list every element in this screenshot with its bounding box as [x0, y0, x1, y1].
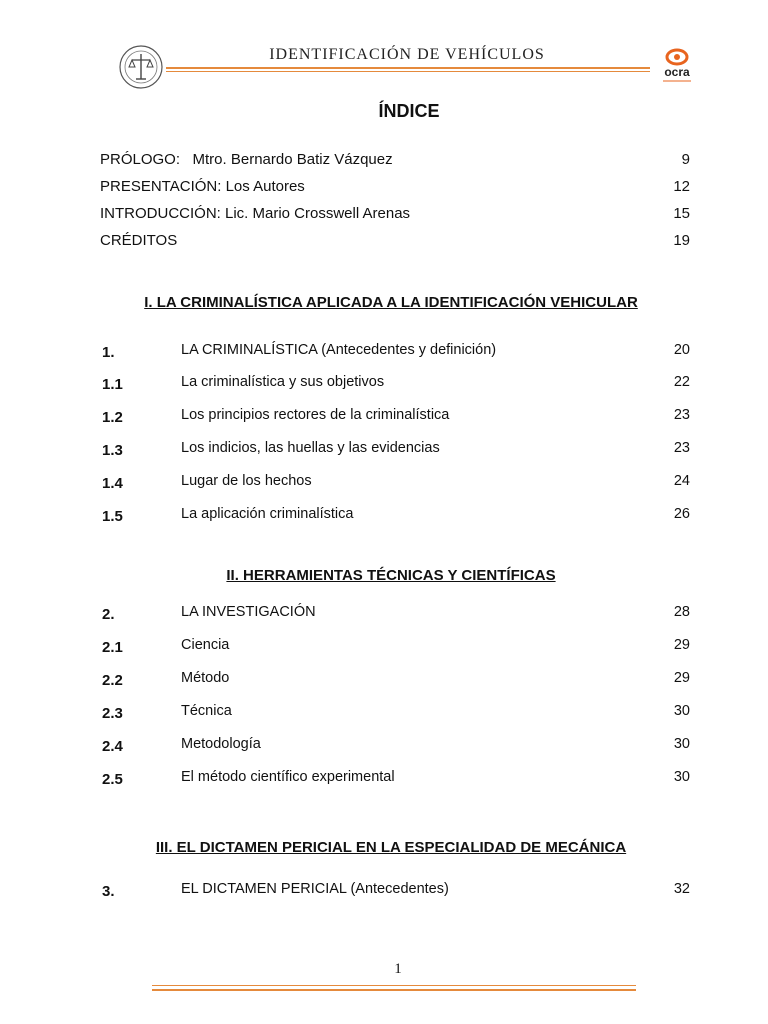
- section-heading: [0, 839, 768, 856]
- entry-number: 1.5: [102, 508, 123, 525]
- svg-text:ocra: ocra: [664, 65, 690, 79]
- toc-entry: [102, 374, 692, 394]
- entry-page: 32: [673, 881, 690, 897]
- entry-title: Metodología: [181, 736, 261, 752]
- section-heading-text: II. HERRAMIENTAS TÉCNICAS Y CIENTÍFICAS: [226, 567, 556, 584]
- entry-title: LA INVESTIGACIÓN: [181, 604, 316, 620]
- toc-entry: [102, 506, 692, 526]
- entry-page: 9: [681, 151, 690, 168]
- entry-title: Método: [181, 670, 230, 686]
- entry-title: Los indicios, las huellas y las evidencias: [181, 440, 440, 456]
- toc-entry: [102, 473, 692, 493]
- entry-title: Técnica: [181, 703, 232, 719]
- entry-page: 23: [673, 440, 690, 456]
- entry-page: 30: [673, 703, 690, 719]
- toc-entry: [102, 736, 692, 756]
- toc-entry: [102, 342, 692, 362]
- preliminary-entry: [100, 205, 700, 225]
- entry-title: La criminalística y sus objetivos: [181, 374, 385, 390]
- entry-page: 19: [673, 232, 690, 249]
- entry-label: PRÓLOGO: Mtro. Bernardo Batiz Vázquez: [100, 151, 393, 168]
- entry-title: Lugar de los hechos: [181, 473, 312, 489]
- entry-page: 15: [673, 205, 690, 222]
- entry-title: EL DICTAMEN PERICIAL (Antecedentes): [181, 881, 449, 897]
- entry-label: CRÉDITOS: [100, 232, 178, 249]
- section-heading: [0, 294, 768, 311]
- entry-title: La aplicación criminalística: [181, 506, 354, 522]
- toc-entry: [102, 440, 692, 460]
- entry-number: 1.3: [102, 442, 123, 459]
- header-rule-thin: [166, 71, 650, 72]
- entry-page: 29: [673, 637, 690, 653]
- entry-number: 2.1: [102, 639, 123, 656]
- entry-page: 28: [673, 604, 690, 620]
- ocra-logo-icon: [655, 44, 699, 88]
- toc-entry: [102, 604, 692, 624]
- entry-number: 2.4: [102, 738, 123, 755]
- entry-page: 20: [673, 342, 690, 358]
- toc-entry: [102, 407, 692, 427]
- toc-entry: [102, 769, 692, 789]
- page-number: 1: [394, 961, 402, 977]
- preliminary-entry: [100, 151, 700, 171]
- toc-entry: [102, 637, 692, 657]
- section-heading-text: III. EL DICTAMEN PERICIAL EN LA ESPECIALIDAD DE MECÁNICA: [155, 839, 627, 856]
- entry-number: 1.: [102, 344, 115, 361]
- entry-number: 2.2: [102, 672, 123, 689]
- entry-title: LA CRIMINALÍSTICA (Antecedentes y definición): [181, 342, 497, 358]
- entry-number: 1.4: [102, 475, 123, 492]
- section-heading: [0, 567, 768, 584]
- entry-page: 26: [673, 506, 690, 522]
- justice-seal-icon: [118, 44, 164, 90]
- entry-number: 1.1: [102, 376, 123, 393]
- index-title: ÍNDICE: [378, 101, 440, 121]
- toc-entry: [102, 670, 692, 690]
- entry-number: 2.3: [102, 705, 123, 722]
- toc-entry: [102, 881, 692, 901]
- entry-page: 22: [673, 374, 690, 390]
- header-rule: [166, 67, 650, 69]
- entry-label: PRESENTACIÓN: Los Autores: [100, 178, 305, 195]
- entry-title: Ciencia: [181, 637, 230, 653]
- entry-title: El método científico experimental: [181, 769, 395, 785]
- entry-title: Los principios rectores de la criminalística: [181, 407, 450, 423]
- preliminary-entry: [100, 178, 700, 198]
- document-header-title: IDENTIFICACIÓN DE VEHÍCULOS: [269, 46, 545, 63]
- footer-rule-thin: [152, 985, 636, 986]
- entry-label: INTRODUCCIÓN: Lic. Mario Crosswell Arenas: [100, 205, 411, 222]
- entry-page: 24: [673, 473, 690, 489]
- entry-page: 30: [673, 769, 690, 785]
- entry-number: 1.2: [102, 409, 123, 426]
- footer-rule: [152, 989, 636, 991]
- entry-page: 12: [673, 178, 690, 195]
- entry-page: 23: [673, 407, 690, 423]
- entry-number: 3.: [102, 883, 115, 900]
- preliminary-entry: [100, 232, 700, 252]
- entry-page: 29: [673, 670, 690, 686]
- toc-entry: [102, 703, 692, 723]
- entry-number: 2.: [102, 606, 115, 623]
- entry-page: 30: [673, 736, 690, 752]
- entry-number: 2.5: [102, 771, 123, 788]
- section-heading-text: I. LA CRIMINALÍSTICA APLICADA A LA IDENTIFICACIÓN VEHICULAR: [144, 294, 638, 311]
